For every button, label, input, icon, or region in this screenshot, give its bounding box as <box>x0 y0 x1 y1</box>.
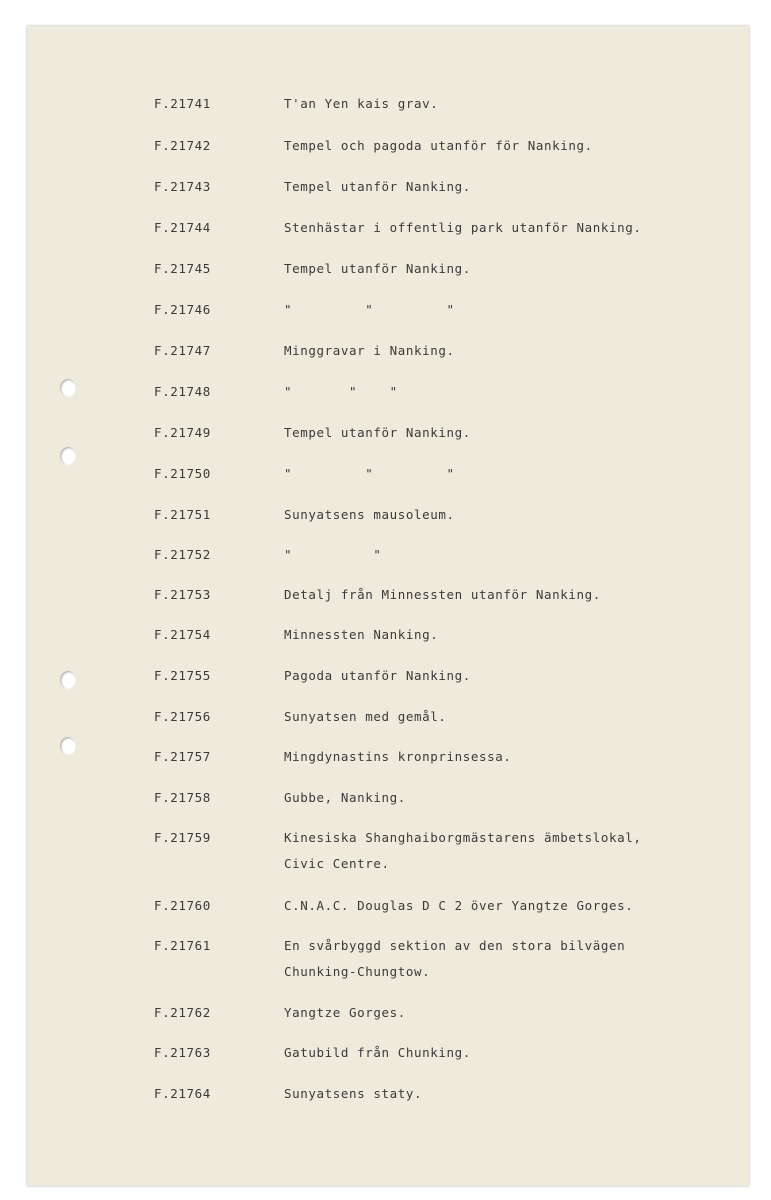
description-line: Minggravar i Nanking. <box>284 343 455 358</box>
entry-description <box>284 587 601 613</box>
entry-code: F.21757 <box>154 749 211 764</box>
entry-code: F.21755 <box>154 668 211 683</box>
description-line: " " <box>284 547 382 562</box>
description-line: Chunking-Chungtow. <box>284 964 431 979</box>
description-line: " " " <box>284 384 398 399</box>
entry-description <box>284 547 382 573</box>
description-line: Tempel utanför Nanking. <box>284 179 471 194</box>
entry-description <box>284 1086 422 1112</box>
entry-description <box>284 466 455 492</box>
description-line: " " " <box>284 302 455 317</box>
entry-code: F.21761 <box>154 938 211 953</box>
description-line: Gatubild från Chunking. <box>284 1045 471 1060</box>
entry-code: F.21751 <box>154 507 211 522</box>
entry-description <box>284 384 398 410</box>
entry-code: F.21750 <box>154 466 211 481</box>
entry-description <box>284 343 455 369</box>
entry-description <box>284 830 642 882</box>
description-line: En svårbyggd sektion av den stora bilvägen <box>284 938 626 953</box>
entry-description <box>284 790 406 816</box>
punch-hole <box>60 671 76 689</box>
entry-code: F.21762 <box>154 1005 211 1020</box>
description-line: Detalj från Minnessten utanför Nanking. <box>284 587 601 602</box>
entry-code: F.21759 <box>154 830 211 845</box>
description-line: Mingdynastins kronprinsessa. <box>284 749 512 764</box>
entry-code: F.21763 <box>154 1045 211 1060</box>
entry-description <box>284 898 633 924</box>
entry-code: F.21747 <box>154 343 211 358</box>
entry-description <box>284 507 455 533</box>
description-line: " " " <box>284 466 455 481</box>
entry-code: F.21764 <box>154 1086 211 1101</box>
entry-code: F.21752 <box>154 547 211 562</box>
description-line: C.N.A.C. Douglas D C 2 över Yangtze Gorges. <box>284 898 634 913</box>
entry-code: F.21749 <box>154 425 211 440</box>
description-line: Yangtze Gorges. <box>284 1005 406 1020</box>
entry-code: F.21756 <box>154 709 211 724</box>
description-line: Tempel och pagoda utanför för Nanking. <box>284 138 593 153</box>
entry-code: F.21745 <box>154 261 211 276</box>
entry-description <box>284 627 438 653</box>
entry-description <box>284 179 471 205</box>
entry-description <box>284 425 471 451</box>
entry-description <box>284 749 512 775</box>
punch-hole <box>60 447 76 465</box>
description-line: Stenhästar i offentlig park utanför Nanking. <box>284 220 642 235</box>
entry-description <box>284 1045 471 1071</box>
entry-code: F.21746 <box>154 302 211 317</box>
description-line: Tempel utanför Nanking. <box>284 261 471 276</box>
description-line: Minnessten Nanking. <box>284 627 439 642</box>
description-line: Tempel utanför Nanking. <box>284 425 471 440</box>
entry-description <box>284 302 455 328</box>
entry-description <box>284 709 447 735</box>
description-line: Sunyatsens mausoleum. <box>284 507 455 522</box>
entry-description <box>284 220 642 246</box>
entry-code: F.21744 <box>154 220 211 235</box>
entry-code: F.21742 <box>154 138 211 153</box>
entry-description <box>284 138 593 164</box>
description-line: T'an Yen kais grav. <box>284 96 439 111</box>
entry-code: F.21743 <box>154 179 211 194</box>
entry-code: F.21758 <box>154 790 211 805</box>
entry-description <box>284 261 471 287</box>
description-line: Civic Centre. <box>284 856 390 871</box>
description-line: Sunyatsen med gemål. <box>284 709 447 724</box>
description-line: Kinesiska Shanghaiborgmästarens ämbetslokal, <box>284 830 642 845</box>
entry-code: F.21741 <box>154 96 211 111</box>
description-line: Gubbe, Nanking. <box>284 790 406 805</box>
entry-description <box>284 938 625 990</box>
entry-description <box>284 668 471 694</box>
entry-description <box>284 1005 406 1031</box>
entry-description <box>284 96 438 122</box>
entry-code: F.21753 <box>154 587 211 602</box>
entry-code: F.21760 <box>154 898 211 913</box>
document-page <box>27 26 749 1186</box>
entry-code: F.21754 <box>154 627 211 642</box>
description-line: Sunyatsens staty. <box>284 1086 423 1101</box>
punch-hole <box>60 737 76 755</box>
punch-hole <box>60 379 76 397</box>
description-line: Pagoda utanför Nanking. <box>284 668 471 683</box>
entry-code: F.21748 <box>154 384 211 399</box>
